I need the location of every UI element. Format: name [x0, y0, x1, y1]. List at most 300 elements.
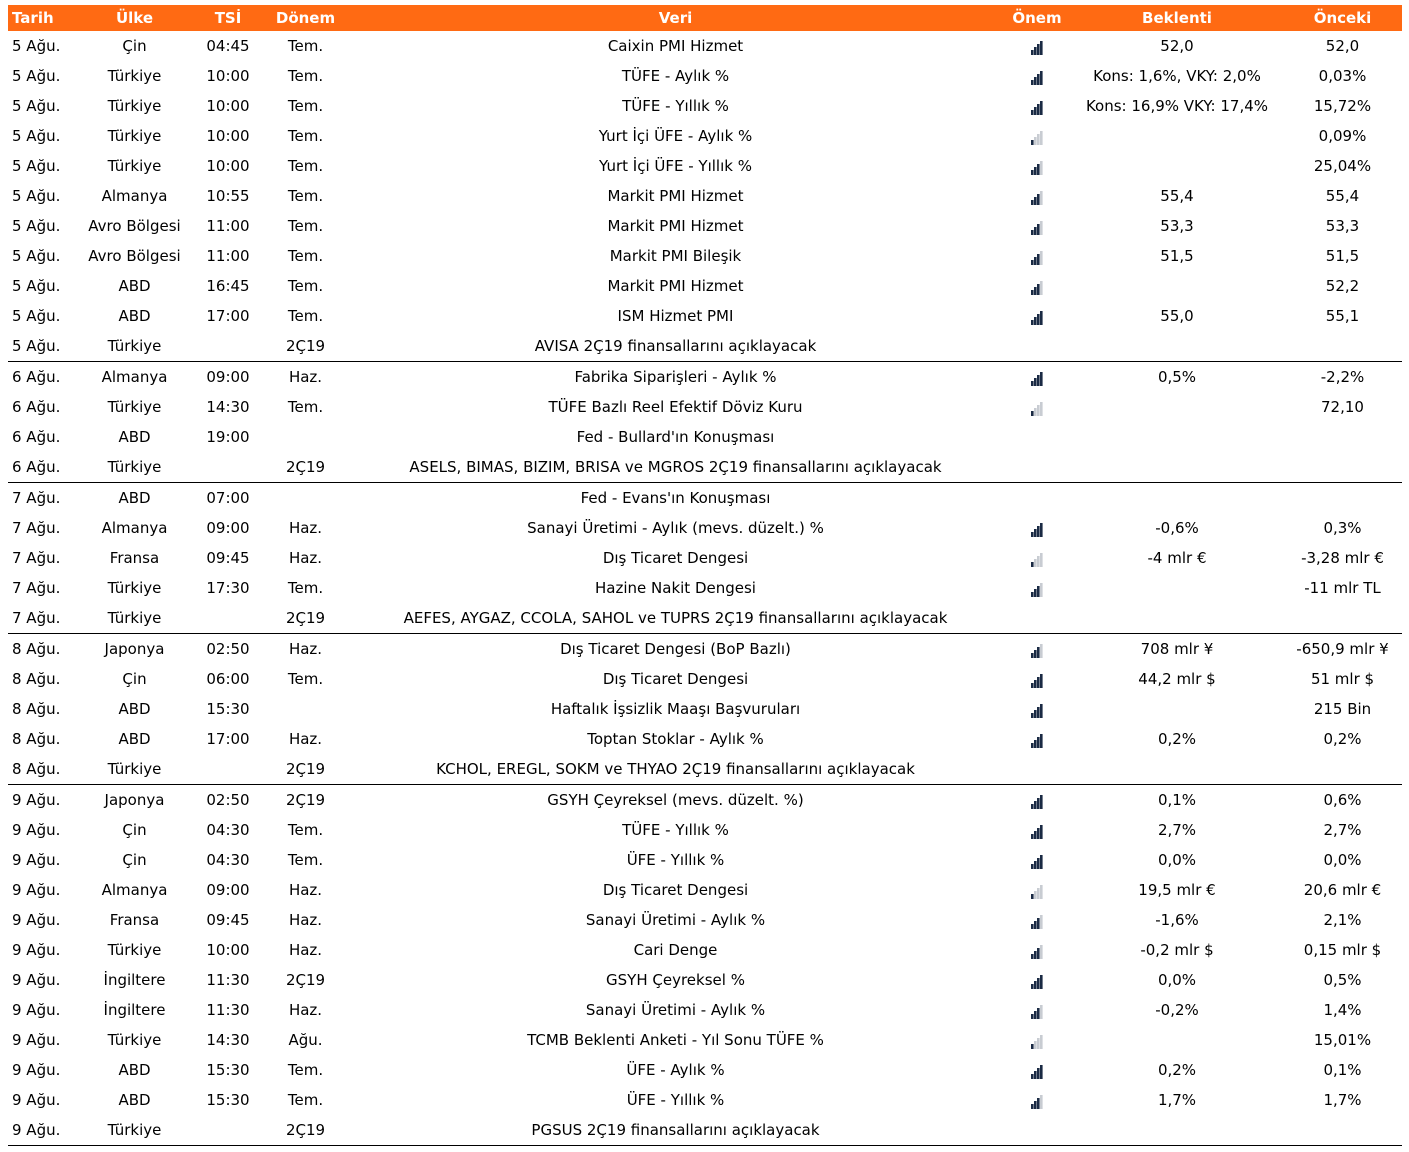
- cell-date: 9 Ağu.: [12, 851, 61, 869]
- importance-bars-icon: [1031, 279, 1043, 295]
- cell-importance: [1003, 845, 1071, 875]
- importance-bar: [1040, 101, 1043, 115]
- importance-bar: [1040, 71, 1043, 85]
- cell-expected: 55,0: [1160, 307, 1194, 325]
- cell-period: 2Ç19: [263, 754, 348, 785]
- table-row: [8, 1085, 1402, 1115]
- cell-previous: 52,2: [1325, 277, 1360, 295]
- cell-period: Haz.: [288, 941, 323, 959]
- cell-time: 11:00: [206, 217, 250, 235]
- table-row: [8, 543, 1402, 573]
- importance-bar: [1037, 586, 1040, 597]
- cell-date: 5 Ağu.: [8, 331, 76, 362]
- cell-date: 6 Ağu.: [8, 452, 76, 483]
- importance-bar: [1034, 378, 1037, 386]
- importance-bar: [1034, 680, 1037, 688]
- importance-bar: [1037, 647, 1040, 658]
- importance-bar: [1040, 281, 1043, 295]
- cell-expected: 0,2%: [1157, 730, 1197, 748]
- cell-previous: 52,0: [1325, 37, 1360, 55]
- cell-country: Çin: [122, 851, 147, 869]
- importance-bar: [1031, 1074, 1034, 1079]
- importance-bar: [1034, 801, 1037, 809]
- cell-previous: -650,9 mlr ¥: [1296, 640, 1389, 658]
- cell-period: Haz.: [288, 549, 323, 567]
- cell-importance: [1003, 91, 1071, 121]
- cell-country: ABD: [118, 489, 151, 507]
- cell-time: 04:30: [206, 851, 250, 869]
- cell-country: Türkiye: [107, 97, 162, 115]
- cell-time: 04:30: [206, 821, 250, 839]
- cell-importance: [1003, 603, 1071, 634]
- cell-data: TÜFE - Yıllık %: [622, 821, 729, 839]
- cell-country: Fransa: [109, 911, 160, 929]
- table-row: [8, 31, 1402, 61]
- cell-date: 6 Ağu.: [12, 428, 61, 446]
- cell-importance: [1003, 211, 1071, 241]
- importance-bars-icon: [1031, 370, 1043, 386]
- cell-time: 10:00: [206, 941, 250, 959]
- cell-date: 5 Ağu.: [12, 157, 61, 175]
- cell-country: Türkiye: [107, 127, 162, 145]
- cell-data: Toptan Stoklar - Aylık %: [587, 730, 764, 748]
- importance-bar: [1040, 251, 1043, 265]
- importance-bar: [1031, 200, 1034, 205]
- table-row: [8, 61, 1402, 91]
- cell-country: Türkiye: [76, 754, 193, 785]
- importance-bars-icon: [1031, 793, 1043, 809]
- importance-bar: [1034, 227, 1037, 235]
- cell-country: Türkiye: [76, 1115, 193, 1146]
- importance-bar: [1034, 559, 1037, 567]
- cell-importance: [1003, 151, 1071, 181]
- cell-data: Dış Ticaret Dengesi (BoP Bazlı): [560, 640, 791, 658]
- importance-bar: [1037, 194, 1040, 205]
- importance-bar: [1037, 224, 1040, 235]
- importance-bar: [1031, 320, 1034, 325]
- cell-period: Haz.: [288, 368, 323, 386]
- cell-country: Japonya: [104, 791, 165, 809]
- importance-bar: [1040, 311, 1043, 325]
- cell-date: 9 Ağu.: [12, 791, 61, 809]
- importance-bar: [1040, 1005, 1043, 1019]
- cell-expected: 0,2%: [1157, 1061, 1197, 1079]
- cell-data: ASELS, BIMAS, BIZIM, BRISA ve MGROS 2Ç19 finansallarını açıklayacak: [348, 452, 1003, 483]
- cell-data: Dış Ticaret Dengesi: [602, 881, 749, 899]
- cell-date: 9 Ağu.: [12, 1001, 61, 1019]
- importance-bar: [1037, 1038, 1040, 1049]
- economic-calendar-table: [8, 5, 1402, 1146]
- cell-previous: [1283, 1115, 1402, 1146]
- importance-bar: [1034, 317, 1037, 325]
- importance-bars-icon: [1031, 189, 1043, 205]
- importance-bar: [1034, 861, 1037, 869]
- cell-data: Dış Ticaret Dengesi: [602, 670, 749, 688]
- importance-bar: [1031, 562, 1034, 567]
- cell-data: Markit PMI Bileşik: [609, 247, 742, 265]
- cell-country: Çin: [122, 821, 147, 839]
- importance-bar: [1040, 41, 1043, 55]
- cell-time: 11:30: [206, 1001, 250, 1019]
- cell-country: Almanya: [101, 368, 168, 386]
- table-row: [8, 301, 1402, 331]
- importance-bar: [1031, 290, 1034, 295]
- table-row: [8, 392, 1402, 422]
- cell-country: Türkiye: [76, 331, 193, 362]
- importance-bar: [1031, 532, 1034, 537]
- cell-previous: [1283, 422, 1402, 452]
- importance-bar: [1031, 894, 1034, 899]
- importance-bars-icon: [1031, 823, 1043, 839]
- importance-bar: [1031, 260, 1034, 265]
- importance-bar: [1034, 137, 1037, 145]
- cell-importance: [1003, 995, 1071, 1025]
- importance-bar: [1040, 1065, 1043, 1079]
- importance-bar: [1031, 230, 1034, 235]
- importance-bar: [1037, 737, 1040, 748]
- importance-bar: [1037, 888, 1040, 899]
- table-row: [8, 271, 1402, 301]
- cell-date: 5 Ağu.: [12, 247, 61, 265]
- cell-time: 14:30: [206, 398, 250, 416]
- cell-data: ÜFE - Yıllık %: [626, 851, 725, 869]
- importance-bar: [1031, 924, 1034, 929]
- cell-country: ABD: [118, 700, 151, 718]
- cell-data: TÜFE - Aylık %: [621, 67, 730, 85]
- importance-bar: [1031, 653, 1034, 658]
- importance-bar: [1034, 650, 1037, 658]
- cell-date: 5 Ağu.: [12, 187, 61, 205]
- cell-previous: 0,1%: [1323, 1061, 1362, 1079]
- importance-bar: [1034, 589, 1037, 597]
- importance-bar: [1031, 713, 1034, 718]
- header-data: Veri: [348, 5, 1003, 31]
- cell-importance: [1003, 392, 1071, 422]
- cell-date: 8 Ağu.: [12, 700, 61, 718]
- importance-bars-icon: [1031, 39, 1043, 55]
- cell-time: [193, 331, 263, 362]
- cell-date: 8 Ağu.: [12, 730, 61, 748]
- cell-date: 9 Ağu.: [12, 911, 61, 929]
- importance-bar: [1037, 858, 1040, 869]
- cell-period: 2Ç19: [263, 603, 348, 634]
- importance-bars-icon: [1031, 853, 1043, 869]
- cell-importance: [1003, 452, 1071, 483]
- table-row: [8, 181, 1402, 211]
- importance-bar: [1034, 740, 1037, 748]
- cell-importance: [1003, 694, 1071, 724]
- cell-previous: 53,3: [1325, 217, 1360, 235]
- cell-previous: -3,28 mlr €: [1301, 549, 1384, 567]
- cell-period: [263, 422, 348, 452]
- importance-bars-icon: [1031, 1003, 1043, 1019]
- cell-time: 10:00: [206, 127, 250, 145]
- table-row: [8, 422, 1402, 452]
- importance-bar: [1031, 592, 1034, 597]
- cell-time: 09:00: [206, 368, 250, 386]
- cell-period: 2Ç19: [263, 331, 348, 362]
- importance-bars-icon: [1031, 99, 1043, 115]
- cell-expected: 0,0%: [1157, 971, 1197, 989]
- cell-expected: 19,5 mlr €: [1138, 881, 1216, 899]
- cell-country: Almanya: [101, 187, 168, 205]
- cell-country: İngiltere: [103, 1001, 166, 1019]
- cell-period: Tem.: [287, 398, 324, 416]
- importance-bars-icon: [1031, 973, 1043, 989]
- importance-bar: [1037, 134, 1040, 145]
- cell-period: 2Ç19: [263, 452, 348, 483]
- importance-bar: [1034, 167, 1037, 175]
- importance-bar: [1031, 804, 1034, 809]
- importance-bar: [1031, 954, 1034, 959]
- cell-period: Tem.: [287, 157, 324, 175]
- cell-previous: 0,09%: [1318, 127, 1367, 145]
- table-row: [8, 483, 1402, 514]
- importance-bar: [1037, 948, 1040, 959]
- cell-time: 11:00: [206, 247, 250, 265]
- cell-importance: [1003, 905, 1071, 935]
- cell-previous: 51 mlr $: [1310, 670, 1375, 688]
- cell-expected: [1071, 151, 1283, 181]
- table-row: [8, 965, 1402, 995]
- cell-period: Haz.: [288, 881, 323, 899]
- cell-date: 5 Ağu.: [12, 67, 61, 85]
- cell-time: 07:00: [206, 489, 250, 507]
- cell-expected: [1071, 483, 1283, 514]
- cell-country: Türkiye: [107, 67, 162, 85]
- importance-bar: [1034, 891, 1037, 899]
- importance-bars-icon: [1031, 581, 1043, 597]
- importance-bar: [1034, 257, 1037, 265]
- cell-data: TÜFE - Yıllık %: [622, 97, 729, 115]
- importance-bars-icon: [1031, 943, 1043, 959]
- cell-previous: [1283, 754, 1402, 785]
- table-row: [8, 995, 1402, 1025]
- cell-data: Caixin PMI Hizmet: [607, 37, 744, 55]
- importance-bars-icon: [1031, 129, 1043, 145]
- cell-previous: -11 mlr TL: [1304, 579, 1381, 597]
- cell-date: 9 Ağu.: [12, 1091, 61, 1109]
- cell-importance: [1003, 181, 1071, 211]
- cell-date: 9 Ağu.: [12, 1061, 61, 1079]
- importance-bar: [1031, 864, 1034, 869]
- cell-period: Tem.: [287, 670, 324, 688]
- importance-bar: [1034, 1101, 1037, 1109]
- importance-bar: [1031, 110, 1034, 115]
- cell-expected: -0,2 mlr $: [1140, 941, 1214, 959]
- importance-bar: [1037, 314, 1040, 325]
- importance-bar: [1040, 131, 1043, 145]
- cell-importance: [1003, 241, 1071, 271]
- header-row: [8, 5, 1402, 31]
- cell-date: 9 Ağu.: [12, 1031, 61, 1049]
- header-time: TSİ: [193, 5, 263, 31]
- cell-importance: [1003, 573, 1071, 603]
- table-row: [8, 452, 1402, 483]
- cell-expected: [1071, 1115, 1283, 1146]
- cell-expected: Kons: 1,6%, VKY: 2,0%: [1093, 67, 1261, 85]
- cell-importance: [1003, 965, 1071, 995]
- importance-bar: [1040, 1095, 1043, 1109]
- cell-importance: [1003, 724, 1071, 754]
- importance-bar: [1034, 710, 1037, 718]
- cell-country: Türkiye: [107, 157, 162, 175]
- cell-expected: [1071, 422, 1283, 452]
- cell-expected: [1071, 1025, 1283, 1055]
- cell-previous: [1283, 331, 1402, 362]
- cell-expected: 1,7%: [1157, 1091, 1197, 1109]
- importance-bars-icon: [1031, 400, 1043, 416]
- cell-data: PGSUS 2Ç19 finansallarını açıklayacak: [348, 1115, 1003, 1146]
- importance-bars-icon: [1031, 1033, 1043, 1049]
- importance-bar: [1040, 644, 1043, 658]
- cell-country: Avro Bölgesi: [88, 247, 181, 265]
- cell-expected: 51,5: [1160, 247, 1194, 265]
- cell-period: Haz.: [288, 911, 323, 929]
- header-country: Ülke: [76, 5, 193, 31]
- importance-bar: [1031, 80, 1034, 85]
- importance-bar: [1040, 674, 1043, 688]
- importance-bar: [1037, 918, 1040, 929]
- cell-time: 16:45: [206, 277, 250, 295]
- cell-time: 14:30: [206, 1031, 250, 1049]
- cell-previous: [1283, 483, 1402, 514]
- importance-bar: [1040, 795, 1043, 809]
- cell-expected: [1071, 392, 1283, 422]
- cell-period: Tem.: [287, 1091, 324, 1109]
- cell-period: Tem.: [287, 97, 324, 115]
- cell-time: 02:50: [206, 791, 250, 809]
- table-row: [8, 241, 1402, 271]
- cell-previous: 2,7%: [1323, 821, 1362, 839]
- importance-bar: [1037, 164, 1040, 175]
- importance-bar: [1034, 107, 1037, 115]
- cell-period: Tem.: [287, 187, 324, 205]
- cell-previous: 55,4: [1325, 187, 1360, 205]
- cell-expected: [1071, 694, 1283, 724]
- cell-date: 9 Ağu.: [12, 821, 61, 839]
- cell-date: 6 Ağu.: [12, 368, 61, 386]
- table-row: [8, 513, 1402, 543]
- cell-country: Türkiye: [107, 1031, 162, 1049]
- cell-previous: 72,10: [1321, 398, 1364, 416]
- cell-importance: [1003, 754, 1071, 785]
- importance-bar: [1034, 1011, 1037, 1019]
- cell-date: 7 Ağu.: [8, 603, 76, 634]
- cell-importance: [1003, 815, 1071, 845]
- importance-bar: [1031, 834, 1034, 839]
- cell-data: ÜFE - Aylık %: [626, 1061, 725, 1079]
- cell-importance: [1003, 31, 1071, 61]
- table-row: [8, 935, 1402, 965]
- cell-expected: 55,4: [1160, 187, 1194, 205]
- importance-bar: [1034, 77, 1037, 85]
- cell-period: Tem.: [287, 67, 324, 85]
- cell-date: 7 Ağu.: [12, 489, 61, 507]
- cell-importance: [1003, 935, 1071, 965]
- cell-date: 7 Ağu.: [12, 579, 61, 597]
- header-date: Tarih: [8, 5, 76, 31]
- importance-bar: [1034, 921, 1037, 929]
- header-period: Dönem: [263, 5, 348, 31]
- cell-previous: 0,03%: [1318, 67, 1367, 85]
- cell-importance: [1003, 121, 1071, 151]
- importance-bar: [1034, 831, 1037, 839]
- cell-data: ISM Hizmet PMI: [617, 307, 734, 325]
- cell-period: Haz.: [288, 730, 323, 748]
- cell-time: 15:30: [206, 700, 250, 718]
- cell-date: 7 Ağu.: [12, 549, 61, 567]
- cell-period: Tem.: [287, 37, 324, 55]
- importance-bar: [1040, 825, 1043, 839]
- table-row: [8, 664, 1402, 694]
- cell-importance: [1003, 513, 1071, 543]
- cell-period: Haz.: [288, 519, 323, 537]
- table-row: [8, 211, 1402, 241]
- cell-previous: 55,1: [1325, 307, 1360, 325]
- table-row: [8, 603, 1402, 634]
- importance-bar: [1031, 1014, 1034, 1019]
- cell-data: Dış Ticaret Dengesi: [602, 549, 749, 567]
- cell-data: Fed - Bullard'ın Konuşması: [576, 428, 775, 446]
- cell-data: Hazine Nakit Dengesi: [595, 579, 756, 597]
- cell-expected: -0,6%: [1155, 519, 1199, 537]
- cell-previous: 2,1%: [1323, 911, 1362, 929]
- importance-bar: [1037, 375, 1040, 386]
- cell-importance: [1003, 1055, 1071, 1085]
- cell-time: 10:00: [206, 67, 250, 85]
- cell-country: Avro Bölgesi: [88, 217, 181, 235]
- importance-bars-icon: [1031, 219, 1043, 235]
- cell-country: Türkiye: [76, 452, 193, 483]
- cell-expected: 0,5%: [1157, 368, 1197, 386]
- cell-country: Çin: [122, 670, 147, 688]
- cell-data: GSYH Çeyreksel %: [606, 971, 745, 989]
- cell-expected: 52,0: [1160, 37, 1194, 55]
- cell-previous: 1,4%: [1323, 1001, 1362, 1019]
- table-row: [8, 785, 1402, 816]
- cell-data: AEFES, AYGAZ, CCOLA, SAHOL ve TUPRS 2Ç19 finansallarını açıklayacak: [348, 603, 1003, 634]
- importance-bars-icon: [1031, 913, 1043, 929]
- cell-importance: [1003, 543, 1071, 573]
- importance-bar: [1031, 50, 1034, 55]
- table-body: [8, 31, 1402, 1146]
- cell-expected: -0,2%: [1155, 1001, 1199, 1019]
- cell-data: Haftalık İşsizlik Maaşı Başvuruları: [550, 700, 801, 718]
- importance-bar: [1034, 197, 1037, 205]
- cell-period: Tem.: [287, 307, 324, 325]
- cell-importance: [1003, 362, 1071, 393]
- cell-data: Markit PMI Hizmet: [607, 217, 744, 235]
- importance-bar: [1037, 74, 1040, 85]
- cell-time: 17:00: [206, 730, 250, 748]
- cell-importance: [1003, 422, 1071, 452]
- cell-country: ABD: [118, 1061, 151, 1079]
- cell-expected: 44,2 mlr $: [1138, 670, 1216, 688]
- importance-bars-icon: [1031, 642, 1043, 658]
- table-row: [8, 362, 1402, 393]
- cell-data: Yurt İçi ÜFE - Aylık %: [598, 127, 753, 145]
- importance-bar: [1037, 677, 1040, 688]
- cell-data: TCMB Beklenti Anketi - Yıl Sonu TÜFE %: [527, 1031, 824, 1049]
- cell-data: Sanayi Üretimi - Aylık (mevs. düzelt.) %: [527, 519, 824, 537]
- importance-bar: [1040, 161, 1043, 175]
- importance-bar: [1037, 254, 1040, 265]
- table-row: [8, 694, 1402, 724]
- importance-bar: [1034, 1071, 1037, 1079]
- cell-time: 11:30: [206, 971, 250, 989]
- cell-date: 9 Ağu.: [8, 1115, 76, 1146]
